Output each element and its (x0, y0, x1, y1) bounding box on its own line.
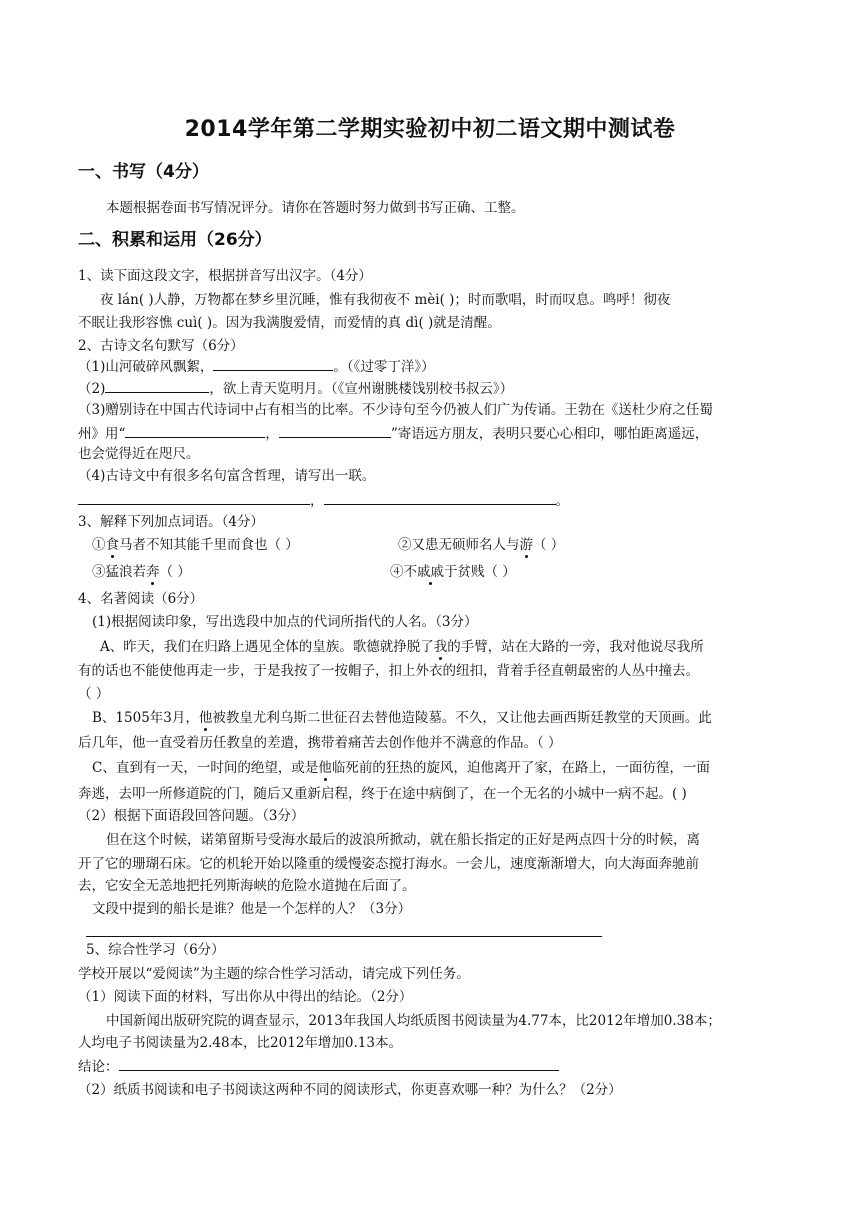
section-writing-text: 本题根据卷面书写情况评分。请你在答题时努力做到书写正确、工整。 (106, 200, 525, 216)
question-3-stem: 3、解释下列加点词语。（4分） (78, 514, 264, 530)
part-1-prefix: （1)山河破碎风飘絮， (78, 359, 214, 375)
question-2-part-3-line-1: （3)赠别诗在中国古代诗词中占有相当的比率。不少诗句至今仍被人们广为传诵。王勃在《送杜少府之任蜀 (78, 402, 713, 418)
section-heading-accumulation: 二、积累和运用（26分） (78, 230, 272, 250)
dotted-word: 奔 (146, 564, 160, 580)
passage-a-line-1 (100, 637, 704, 657)
item-text: 马者不知其能千里而食也（ ） (119, 537, 299, 553)
part-3-comma: ， (265, 426, 279, 442)
dotted-word: 游 (519, 537, 533, 553)
passage-text: A、昨天，我们在归路上遇见全体的皇族。歌德就挣脱了 (100, 639, 434, 655)
item-number: ① (92, 537, 106, 553)
question-1-line-2: 不眠让我形容憔 cuì( )。因为我满腹爱情，而爱情的真 dì( )就是清醒。 (78, 315, 501, 331)
conclusion-label: 结论： (78, 1059, 119, 1075)
answer-line[interactable] (86, 936, 602, 937)
question-3-item-1 (92, 535, 299, 555)
question-4-part-1: (1)根据阅读印象，写出选段中加点的代词所指代的人名。（3分） (92, 614, 478, 630)
passage-text: 临死前的狂热的旋风，迫他离开了家，在路上，一面彷徨，一面 (331, 760, 710, 776)
section-heading-writing: 一、书写（4分） (78, 162, 209, 182)
dotted-word: 食 (105, 537, 119, 553)
part-3-suffix: ”寄语远方朋友，表明只要心心相印，哪怕距离遥远， (390, 426, 709, 442)
item-text: ④不 (390, 564, 417, 580)
question-2-part-4: （4)古诗文中有很多名句富含哲理，请写出一联。 (78, 468, 376, 484)
question-2-part-3-line-2 (78, 423, 708, 444)
question-3-item-4 (390, 562, 516, 582)
dotted-pronoun: 他 (318, 760, 332, 776)
dotted-pronoun: 他 (198, 710, 213, 726)
passage-text: C、直到有一天，一时间的绝望，或是 (92, 760, 319, 776)
part-3-prefix: 州》用“ (78, 426, 126, 442)
page-title: 2014学年第二学期实验初中初二语文期中测试卷 (184, 117, 676, 142)
question-2-part-2 (78, 378, 513, 399)
part-1-suffix: 。（《过零丁洋》） (333, 359, 435, 375)
question-1-line-1: 夜 lán( )人静，万物都在梦乡里沉睡，惟有我彻夜不 mèi( )；时而歌唱，时而叹息。鸣呼！彻夜 (100, 292, 671, 308)
question-5-part-1: （1）阅读下面的材料，写出你从中得出的结论。（2分） (78, 989, 413, 1005)
question-1-stem: 1、读下面这段文字，根据拼音写出汉字。（4分） (78, 268, 372, 284)
passage-text: B、1505年3月， (92, 710, 199, 726)
part-2-suffix: ，欲上青天览明月。（《宣州谢朓楼饯别校书叔云》） (209, 381, 514, 397)
question-4-stem: 4、名著阅读（6分） (78, 591, 204, 607)
conclusion-blank[interactable] (119, 1056, 559, 1071)
passage-c-line-1 (92, 758, 710, 778)
material-line-1: 中国新闻出版研究院的调查显示，2013年我国人均纸质图书阅读量为4.77本，比2012年增加0.38本； (106, 1013, 721, 1029)
question-3-item-3 (92, 562, 191, 582)
question-4-ask: 文段中提到的船长是谁？他是一个怎样的人？（3分） (92, 901, 412, 917)
dotted-pronoun: 我 (433, 639, 448, 655)
answer-blank[interactable] (324, 490, 556, 505)
question-4-part-2: （2）根据下面语段回答问题。（3分） (78, 808, 305, 824)
reading-line-2: 开了它的珊瑚石床。它的机轮开始以隆重的缓慢姿态搅打海水。一会儿，速度渐渐增大，向大海面奔驰前 (78, 856, 699, 872)
reading-line-1: 但在这个时候，诺第留斯号受海水最后的波浪所掀动，就在船长指定的正好是两点四十分的时候，离 (106, 832, 700, 848)
answer-blank[interactable] (213, 356, 333, 371)
passage-text: 被教皇尤利乌斯二世征召去替他造陵墓。不久，又让他去画西斯廷教堂的天顶画。此 (212, 710, 712, 726)
question-2-part-4-answer (78, 490, 569, 511)
answer-blank[interactable] (78, 490, 310, 505)
question-2-stem: 2、古诗文名句默写（6分） (78, 338, 244, 354)
dotted-word: 戚戚 (417, 564, 444, 580)
item-text: 于贫贱（ ） (444, 564, 516, 580)
question-5-stem: 5、综合性学习（6分） (86, 942, 225, 958)
item-blank: （ ） (159, 564, 191, 580)
answer-blank[interactable] (279, 423, 391, 438)
question-3-item-2 (398, 535, 564, 555)
passage-b-line-1 (92, 708, 712, 728)
part-4-end: 。 (555, 493, 569, 509)
question-2-part-1 (78, 356, 435, 377)
passage-a-line-2: 有的话也不能使他再走一步，于是我按了一按帽子，扣上外衣的纽扣，背着手径直朝最密的人丛中撞去。 (78, 663, 699, 679)
answer-blank[interactable] (125, 423, 265, 438)
item-blank: （ ） (533, 537, 565, 553)
passage-text: 的手臂，站在大路的一旁，我对他说尽我所 (447, 639, 704, 655)
item-text: ②又患无硕师名人与 (398, 537, 520, 553)
material-line-2: 人均电子书阅读量为2.48本，比2012年增加0.13本。 (78, 1035, 402, 1051)
reading-line-3: 去，它安全无恙地把托列斯海峡的危险水道抛在后面了。 (78, 878, 416, 894)
question-2-part-3-line-3: 也会觉得近在咫尺。 (78, 446, 200, 462)
item-text: ③猛浪若 (92, 564, 146, 580)
passage-a-answer: （ ） (78, 686, 110, 702)
conclusion-row (78, 1056, 559, 1077)
part-2-prefix: （2) (78, 381, 106, 397)
passage-b-line-2: 后几年，他一直受着历任教皇的差遣，携带着痛苦去创作他并不满意的作品。（ ） (78, 735, 562, 751)
question-5-part-2: （2）纸质书阅读和电子书阅读这两种不同的阅读形式，你更喜欢哪一种？为什么？（2分） (78, 1082, 622, 1098)
answer-blank[interactable] (105, 378, 209, 393)
passage-c-line-2: 奔逃，去叩一所修道院的门，随后又重新启程，终于在途中病倒了，在一个无名的小城中一病不起。( ) (78, 786, 687, 802)
part-4-comma: ， (310, 493, 324, 509)
question-5-intro: 学校开展以“爱阅读”为主题的综合性学习活动，请完成下列任务。 (78, 966, 470, 982)
